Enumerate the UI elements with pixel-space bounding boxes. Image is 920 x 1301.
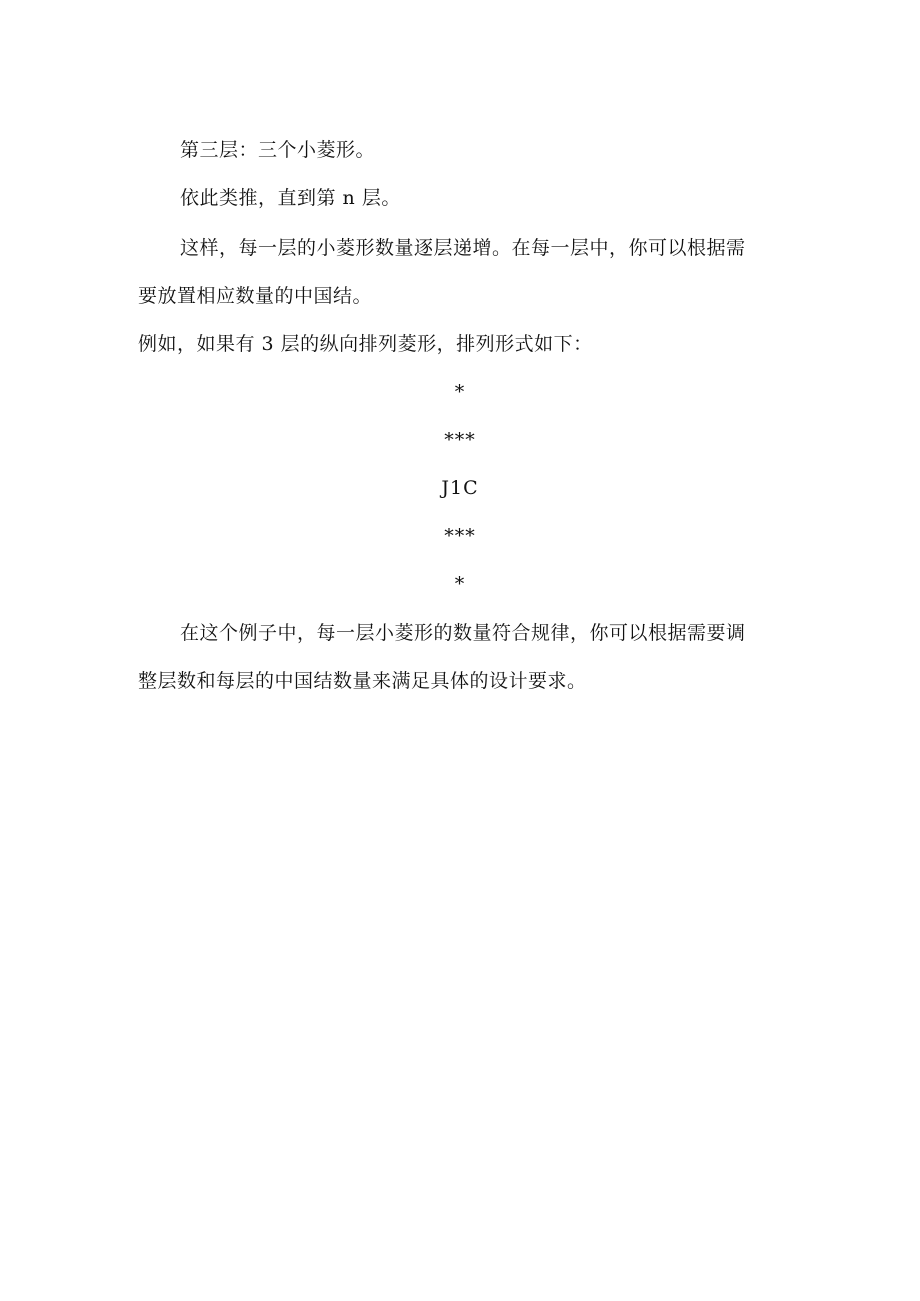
pattern-row-5: * [454,573,466,595]
paragraph-and-so-on: 依此类推，直到第 n 层。 [180,187,401,209]
paragraph-layer-three: 第三层：三个小菱形。 [180,139,376,161]
paragraph-example-intro: 例如，如果有 3 层的纵向排列菱形，排列形式如下： [138,333,593,355]
pattern-row-1: * [454,381,466,403]
paragraph-conclusion-line-2: 整层数和每层的中国结数量来满足具体的设计要求。 [138,670,587,692]
paragraph-conclusion-line-1: 在这个例子中，每一层小菱形的数量符合规律，你可以根据需要调 [180,622,746,644]
pattern-row-3: J1C [441,477,479,499]
paragraph-increase-line-2: 要放置相应数量的中国结。 [138,285,373,307]
pattern-row-4: *** [444,525,476,547]
pattern-row-2: *** [444,429,476,451]
paragraph-increase-line-1: 这样，每一层的小菱形数量逐层递增。在每一层中，你可以根据需 [180,237,746,259]
